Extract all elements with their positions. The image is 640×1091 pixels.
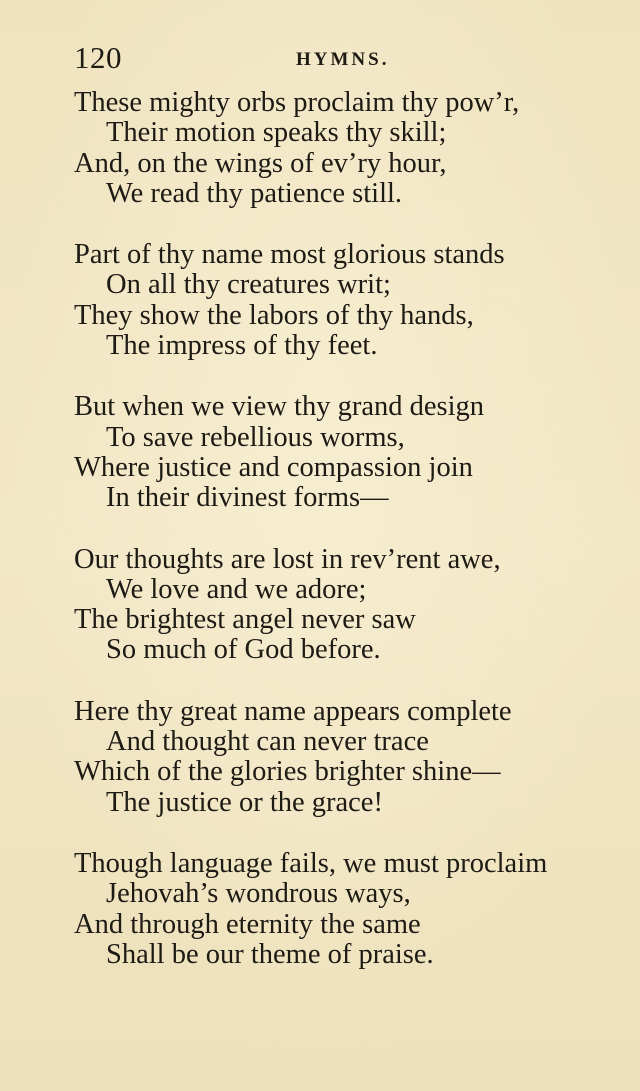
stanza-1: [74, 88, 634, 209]
stanza-line: They show the labors of thy hands,: [74, 299, 474, 331]
stanza-line: The impress of thy feet.: [106, 330, 378, 362]
stanza-line: Here thy great name appears complete: [74, 695, 512, 727]
stanza-line: Where justice and compassion join: [74, 451, 473, 483]
stanza-line: Which of the glories brighter shine—: [74, 756, 501, 788]
running-head: HYMNS.: [296, 49, 390, 70]
stanza-line: Part of thy name most glorious stands: [74, 239, 505, 271]
stanza-line: So much of God before.: [106, 634, 381, 666]
stanza-line: These mighty orbs proclaim thy pow’r,: [74, 87, 520, 118]
stanza-line: Shall be our theme of praise.: [106, 938, 434, 970]
hymn-text: [74, 88, 634, 1001]
stanza-line: Their motion speaks thy skill;: [106, 117, 447, 149]
stanza-line: And, on the wings of ev’ry hour,: [74, 147, 447, 179]
stanza-line: On all thy creatures writ;: [106, 269, 391, 301]
stanza-line: And through eternity the same: [74, 908, 421, 940]
stanza-line: To save rebellious worms,: [106, 421, 405, 453]
stanza-4: [74, 545, 634, 666]
page-header: [74, 40, 614, 76]
page-number: 120: [74, 40, 122, 75]
stanza-6: [74, 849, 634, 970]
stanza-line: Though language fails, we must proclaim: [74, 847, 548, 879]
stanza-line: Our thoughts are lost in rev’rent awe,: [74, 543, 501, 575]
stanza-line: The justice or the grace!: [106, 786, 383, 818]
stanza-line: We love and we adore;: [106, 573, 367, 605]
stanza-line: But when we view thy grand design: [74, 391, 485, 423]
stanza-line: And thought can never trace: [106, 726, 429, 758]
stanza-line: The brightest angel never saw: [74, 604, 416, 636]
stanza-line: We read thy patience still.: [106, 177, 403, 209]
stanza-2: [74, 240, 634, 361]
stanza-3: [74, 392, 634, 513]
stanza-line: Jehovah’s wondrous ways,: [106, 878, 411, 910]
stanza-line: In their divinest forms—: [106, 482, 389, 514]
stanza-5: [74, 697, 634, 818]
